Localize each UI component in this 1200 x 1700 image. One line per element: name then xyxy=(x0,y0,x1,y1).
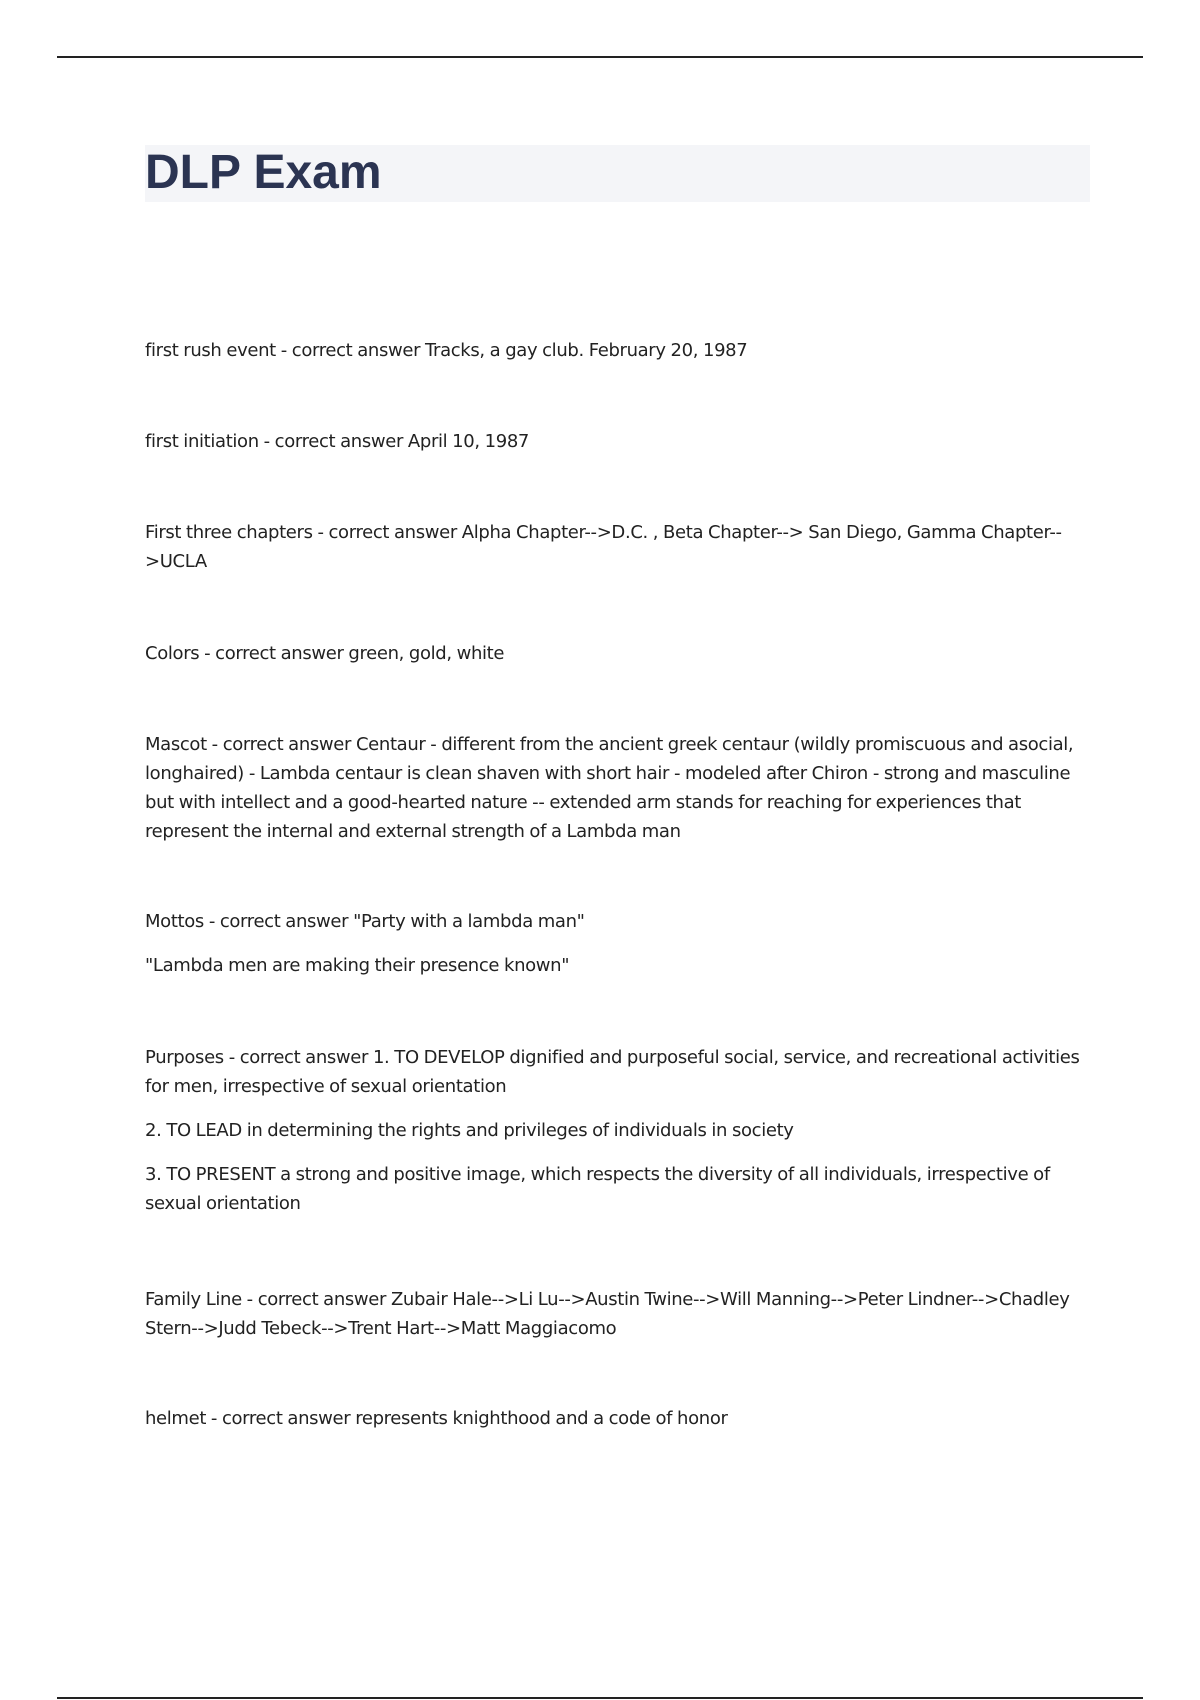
qa-separator: - correct answer xyxy=(203,911,354,932)
qa-paragraph xyxy=(145,730,1090,846)
qa-answer: Centaur - different from the ancient greek centaur (wildly promiscuous and asocial, longhaired) - Lambda centaur is clean shaven with short hair - modeled after Chiron - strong and masculine but with intellect and a good-hearted nature -- extended arm stands for reaching for experiences that represent the internal and external strength of a Lambda man xyxy=(145,734,1074,842)
qa-separator: - correct answer xyxy=(206,734,356,755)
qa-question: First three chapters xyxy=(145,522,313,543)
bottom-rule xyxy=(57,1697,1143,1699)
qa-separator: - correct answer xyxy=(223,1047,373,1068)
qa-separator: - correct answer xyxy=(206,1408,356,1429)
qa-paragraph xyxy=(145,427,1090,456)
qa-separator: - correct answer xyxy=(312,522,462,543)
qa-question: helmet xyxy=(145,1408,207,1429)
qa-paragraph xyxy=(145,1404,1090,1433)
top-rule xyxy=(57,56,1143,58)
qa-question: Mottos xyxy=(145,911,204,932)
qa-question: Purposes xyxy=(145,1047,224,1068)
qa-separator: - correct answer xyxy=(241,1289,391,1310)
qa-item-mottos xyxy=(145,907,1090,980)
qa-answer: 1. TO DEVELOP dignified and purposeful social, service, and recreational activities for men, irrespective of sexual orientation xyxy=(145,1047,1080,1097)
qa-paragraph xyxy=(145,1043,1090,1101)
qa-item-helmet xyxy=(145,1404,1090,1433)
qa-item-first-initiation xyxy=(145,427,1090,456)
qa-item-mascot xyxy=(145,730,1090,846)
qa-answer: represents knighthood and a code of honor xyxy=(355,1408,728,1429)
qa-separator: - correct answer xyxy=(258,431,408,452)
qa-question: first initiation xyxy=(145,431,259,452)
qa-answer: "Party with a lambda man" xyxy=(353,911,585,932)
qa-separator: - correct answer xyxy=(199,643,349,664)
qa-item-family-line xyxy=(145,1285,1090,1343)
qa-question: first rush event xyxy=(145,340,276,361)
qa-paragraph xyxy=(145,336,1090,365)
qa-paragraph xyxy=(145,639,1090,668)
qa-separator: - correct answer xyxy=(275,340,426,361)
qa-item-first-rush-event xyxy=(145,336,1090,365)
qa-question: Family Line xyxy=(145,1289,242,1310)
qa-answer: Alpha Chapter-->D.C. , Beta Chapter--> San Diego, Gamma Chapter-->UCLA xyxy=(145,522,1062,572)
qa-item-first-three-chapters xyxy=(145,518,1090,576)
qa-item-purposes xyxy=(145,1043,1090,1218)
page-title: DLP Exam xyxy=(145,146,382,199)
qa-answer-continuation: "Lambda men are making their presence known" xyxy=(145,955,570,976)
qa-answer: April 10, 1987 xyxy=(407,431,530,452)
qa-question: Mascot xyxy=(145,734,207,755)
qa-item-colors xyxy=(145,639,1090,668)
qa-answer-continuation: 3. TO PRESENT a strong and positive image, which respects the diversity of all individuals, irrespective of sexual orientation xyxy=(145,1164,1050,1214)
qa-answer: Zubair Hale-->Li Lu-->Austin Twine-->Will Manning-->Peter Lindner-->Chadley Stern-->Judd Tebeck-->Trent Hart-->Matt Maggiacomo xyxy=(145,1289,1070,1339)
qa-answer-continuation: 2. TO LEAD in determining the rights and privileges of individuals in society xyxy=(145,1120,794,1141)
qa-answer: Tracks, a gay club. February 20, 1987 xyxy=(425,340,748,361)
qa-answer: green, gold, white xyxy=(348,643,505,664)
qa-question: Colors xyxy=(145,643,200,664)
qa-paragraph xyxy=(145,907,1090,936)
qa-paragraph xyxy=(145,1285,1090,1343)
qa-paragraph xyxy=(145,518,1090,576)
